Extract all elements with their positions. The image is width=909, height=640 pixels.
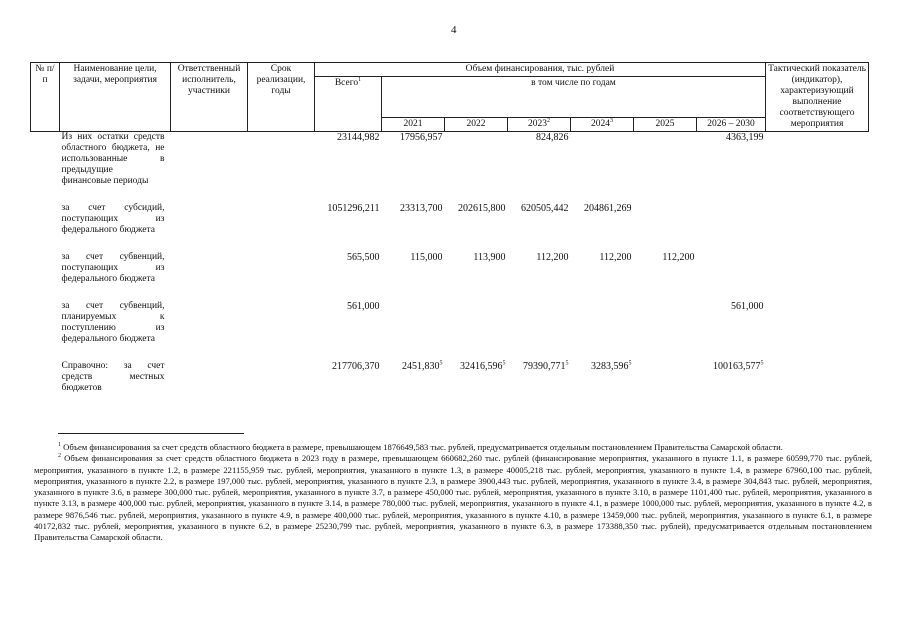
footnotes xyxy=(34,442,872,544)
cell-y2021: 2451,830$^5$ xyxy=(402,360,443,372)
cell-period xyxy=(248,203,315,236)
cell-num xyxy=(31,203,60,236)
cell-y2021: 17956,957 xyxy=(400,132,443,143)
cell-y2022 xyxy=(445,132,508,188)
footnote: $^2$ Объем финансирования за счет средств областного бюджета в 2023 году в размере, превышающем 660682,260 тыс. рублей (финансирование мероприятия, указанного в пункте 1.1, в размере 60599,770 тыс. рублей, мероприятия, указанного в пункте 1.2, в размере 221155,959 тыс. рублей, мероприятия, указанного в пункте 1.3, в размере 40005,218 тыс. рублей, мероприятия, указанного в пункте 1.4, в размере 67960,100 тыс. рублей, мероприятия, указанного в пункте 2.2, в размере 197,000 тыс. рублей, мероприятия, указанного в пункте 2.3, в размере 3900,443 тыс. рублей, мероприятия, указанного в пункте 3.4, в размере 304,843 тыс. рублей, мероприятия, указанного в пункте 3.6, в размере 300,000 тыс. рублей, мероприятия, указанного в пункте 3.7, в размере 450,000 тыс. рублей, мероприятия, указанного в пункте 3.10, в размере 1101,400 тыс. рублей, мероприятия, указанного в пункте 3.13, в размере 400,000 тыс. рублей, мероприятия, указанного в пункте 3.14, в размере 780,000 тыс. рублей, мероприятия, указанного в пункте 4.1, в размере 1000,000 тыс. рублей, мероприятия, указанного в пункте 4.2, в размере 9876,546 тыс. рублей, мероприятия, указанного в пункте 4.9, в размере 400,000 тыс. рублей, мероприятия, указанного в пункте 4.10, в размере 13459,000 тыс. рублей, мероприятия, указанного в пункте 6.1, в размере 40172,832 тыс. рублей, мероприятия, указанного в пункте 6.2, в размере 25230,799 тыс. рублей, мероприятия, указанного в пункте 6.3, в размере 173388,350 тыс. рублей), предусматривается отдельным постановлением Правительства Самарской области. xyxy=(34,453,872,543)
cell-indicator xyxy=(766,203,869,236)
header-year: 2021 xyxy=(382,118,445,132)
cell-indicator xyxy=(766,361,869,394)
cell-y2024 xyxy=(571,132,634,188)
cell-executor xyxy=(171,252,248,285)
cell-indicator xyxy=(766,252,869,285)
cell-y2026: 4363,199 xyxy=(726,132,764,143)
row-spacer xyxy=(31,187,869,203)
cell-name: за счет субсидий, поступающих из федерального бюджета xyxy=(61,203,165,235)
header-year: 2025 xyxy=(634,118,697,132)
row-spacer xyxy=(31,345,869,361)
header-year: 2026 – 2030 xyxy=(697,118,766,132)
cell-y2025 xyxy=(634,132,697,188)
header-year: 2024$^3$ xyxy=(571,118,634,132)
cell-executor xyxy=(171,301,248,345)
cell-y2023: 620505,442 xyxy=(521,203,569,214)
cell-executor xyxy=(171,132,248,188)
cell-total: 561,000 xyxy=(347,301,380,312)
cell-y2024 xyxy=(571,301,634,345)
cell-total: 217706,370 xyxy=(332,361,380,372)
table-row xyxy=(31,361,869,394)
cell-name: Справочно: за счет средств местных бюджетов xyxy=(61,361,165,393)
cell-num xyxy=(31,252,60,285)
cell-period xyxy=(248,252,315,285)
cell-y2026: 561,000 xyxy=(731,301,764,312)
cell-total: 23144,982 xyxy=(337,132,380,143)
cell-name: за счет субвенций, планируемых к поступлению из федерального бюджета xyxy=(61,301,165,344)
page-number: 4 xyxy=(451,24,457,36)
cell-y2023: 79390,771$^5$ xyxy=(523,360,569,372)
header-funding: Объем финансирования, тыс. рублей xyxy=(315,63,766,77)
header-by-years: в том числе по годам xyxy=(382,77,766,118)
cell-y2023 xyxy=(508,301,571,345)
cell-num xyxy=(31,301,60,345)
cell-num xyxy=(31,361,60,394)
cell-indicator xyxy=(766,132,869,188)
cell-y2024: 3283,596$^5$ xyxy=(591,360,632,372)
cell-executor xyxy=(171,361,248,394)
table-row xyxy=(31,132,869,188)
cell-period xyxy=(248,301,315,345)
cell-y2021 xyxy=(382,301,445,345)
funding-table xyxy=(30,62,869,394)
cell-name: за счет субвенций, поступающих из федерального бюджета xyxy=(61,252,165,284)
header-num: № п/п xyxy=(31,63,60,132)
header-executor: Ответственный исполнитель, участники xyxy=(171,63,248,132)
cell-y2026 xyxy=(697,252,766,285)
cell-y2025 xyxy=(634,301,697,345)
cell-y2026 xyxy=(697,203,766,236)
cell-indicator xyxy=(766,301,869,345)
cell-name: Из них остатки средств областного бюджета, не использованные в предыдущие финансовые периоды xyxy=(61,132,165,186)
cell-y2024: 112,200 xyxy=(599,252,632,263)
table-row xyxy=(31,203,869,236)
cell-y2022 xyxy=(445,301,508,345)
cell-y2026: 100163,577$^5$ xyxy=(713,360,764,372)
footnote-separator xyxy=(58,433,244,434)
header-name: Наименование цели, задачи, мероприятия xyxy=(60,63,171,132)
table-row xyxy=(31,252,869,285)
header-indicator: Тактический показатель (индикатор), характеризующий выполнение соответствующего мероприятия xyxy=(766,63,869,132)
cell-y2022: 113,900 xyxy=(473,252,506,263)
cell-y2022: 32416,596$^5$ xyxy=(460,360,506,372)
cell-y2024: 204861,269 xyxy=(584,203,632,214)
cell-y2022: 202615,800 xyxy=(458,203,506,214)
cell-y2025: 112,200 xyxy=(662,252,695,263)
header-total: Всего$^1$ xyxy=(315,77,382,132)
cell-y2021: 115,000 xyxy=(410,252,443,263)
cell-y2021: 23313,700 xyxy=(400,203,443,214)
header-year: 2023$^2$ xyxy=(508,118,571,132)
row-spacer xyxy=(31,285,869,301)
cell-period xyxy=(248,132,315,188)
cell-num xyxy=(31,132,60,188)
header-period: Срок реализации, годы xyxy=(248,63,315,132)
table-row xyxy=(31,301,869,345)
cell-y2023: 112,200 xyxy=(536,252,569,263)
footnote: $^1$ Объем финансирования за счет средств областного бюджета в размере, превышающем 1876649,583 тыс. рублей, предусматривается отдельным постановлением Правительства Самарской области. xyxy=(58,442,783,452)
cell-y2025 xyxy=(634,203,697,236)
cell-y2025 xyxy=(634,361,697,394)
cell-executor xyxy=(171,203,248,236)
cell-period xyxy=(248,361,315,394)
cell-y2023: 824,826 xyxy=(536,132,569,143)
cell-total: 565,500 xyxy=(347,252,380,263)
header-year: 2022 xyxy=(445,118,508,132)
cell-total: 1051296,211 xyxy=(327,203,380,214)
row-spacer xyxy=(31,236,869,252)
